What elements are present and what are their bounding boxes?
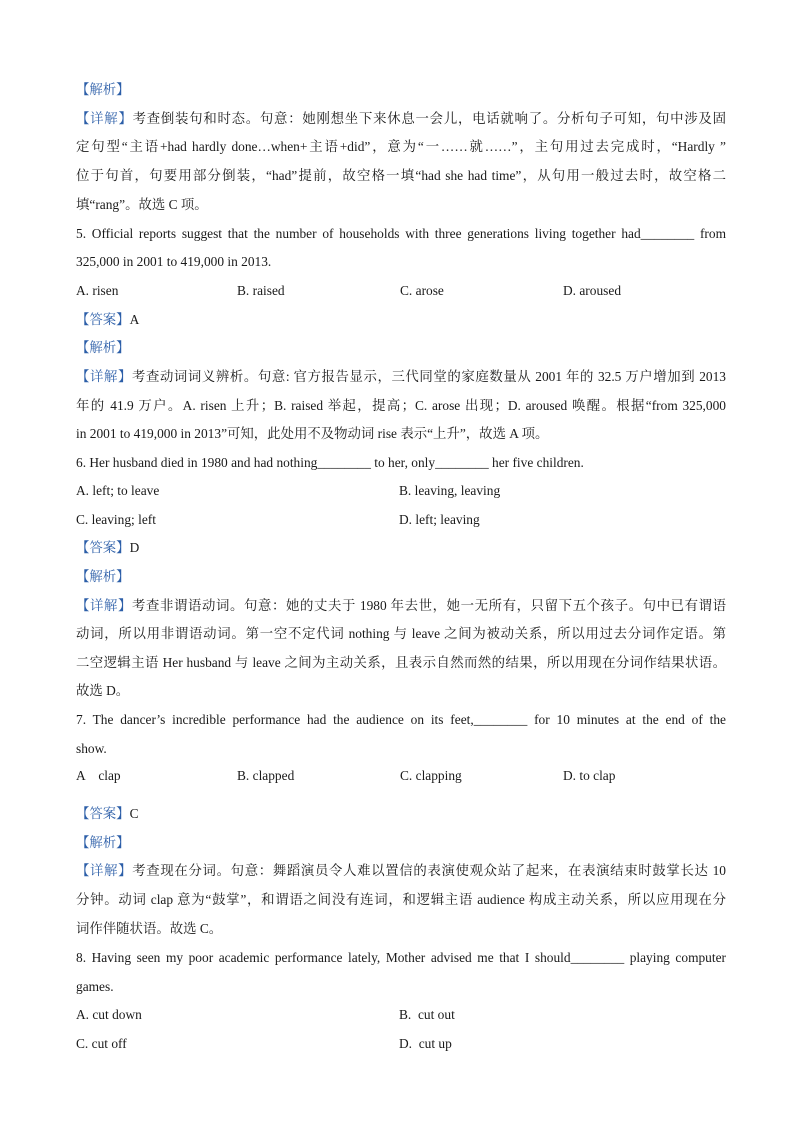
option-d: D. cut up <box>399 1036 452 1051</box>
detail-line: 词作伴随状语。故选 C。 <box>76 921 223 936</box>
option-b: B. raised <box>237 283 285 298</box>
detail-tag: 【详解】 <box>76 863 133 878</box>
detail-line: 分钟。动词 clap 意为“鼓掌”，和谓语之间没有连词，和逻辑主语 audience 构成主动关系，所以应用现在分 <box>76 892 726 907</box>
option-a: A. left; to leave <box>76 483 160 498</box>
option-d: D. aroused <box>563 283 622 298</box>
detail-line: in 2001 to 419,000 in 2013”可知，此处用不及物动词 rise 表示“上升”，故选 A 项。 <box>76 426 549 441</box>
option-c: C. clapping <box>400 768 462 783</box>
option-c: C. leaving; left <box>76 512 156 527</box>
detail-line: 故选 D。 <box>76 683 130 698</box>
option-d: D. left; leaving <box>399 512 480 527</box>
option-d: D. to clap <box>563 768 616 783</box>
option-b: B. leaving, leaving <box>399 483 501 498</box>
detail-line: 位于句首，句要用部分倒装，“had”提前，故空格一填“had she had time”，从句用一般过去时，故空格二 <box>76 168 726 183</box>
question-stem: show. <box>76 741 107 756</box>
answer-tag: 【答案】 <box>76 806 130 821</box>
detail-line: 填“rang”。故选 C 项。 <box>76 197 208 212</box>
answer-value: D <box>129 540 140 555</box>
answer-tag: 【答案】 <box>76 540 130 555</box>
question-stem: games. <box>76 979 114 994</box>
question-stem: 7. The dancer’s incredible performance had the audience on its feet,________ for 10 minutes at the end of the <box>76 712 726 727</box>
option-b: B. cut out <box>399 1007 455 1022</box>
question-stem: 325,000 in 2001 to 419,000 in 2013. <box>76 254 272 269</box>
detail-line: 【详解】考查倒装句和时态。句意：她刚想坐下来休息一会儿，电话就响了。分析句子可知，句中涉及固 <box>76 111 727 126</box>
detail-tag: 【详解】 <box>76 111 133 126</box>
answer-line <box>76 539 726 557</box>
detail-line: 年的 41.9 万户。A. risen 上升；B. raised 举起，提高；C. arose 出现；D. aroused 唤醒。根据“from 325,000 <box>76 398 726 413</box>
detail-tag: 【详解】 <box>76 369 132 384</box>
detail-line: 【详解】考查现在分词。句意：舞蹈演员令人难以置信的表演使观众站了起来，在表演结束时鼓掌长达 10 <box>76 863 726 878</box>
detail-tag: 【详解】 <box>76 598 132 613</box>
analysis-tag: 【解析】 <box>76 835 130 850</box>
analysis-tag: 【解析】 <box>76 340 130 355</box>
detail-line: 动词，所以用非谓语动词。第一空不定代词 nothing 与 leave 之间为被动关系，所以用过去分词作定语。第 <box>76 626 726 641</box>
question-stem: 5. Official reports suggest that the number of households with three generations living together had________ from <box>76 226 726 241</box>
answer-line <box>76 805 726 823</box>
detail-line: 定句型“主语+had hardly done…when+主语+did”，意为“一……就……”，主句用过去完成时，“Hardly ” <box>76 139 726 154</box>
question-stem: 6. Her husband died in 1980 and had nothing________ to her, only________ her five children. <box>76 455 584 470</box>
option-c: C. cut off <box>76 1036 127 1051</box>
option-a: A. risen <box>76 283 119 298</box>
answer-value: C <box>129 806 139 821</box>
detail-line: 【详解】考查非谓语动词。句意：她的丈夫于 1980 年去世，她一无所有，只留下五个孩子。句中已有谓语 <box>76 598 726 613</box>
option-c: C. arose <box>400 283 444 298</box>
analysis-tag: 【解析】 <box>76 82 130 97</box>
answer-tag: 【答案】 <box>76 312 130 327</box>
question-stem: 8. Having seen my poor academic performance lately, Mother advised me that I should________ playing computer <box>76 950 726 965</box>
option-a: A clap <box>76 768 121 783</box>
answer-value: A <box>129 312 140 327</box>
detail-line: 二空逻辑主语 Her husband 与 leave 之间为主动关系，且表示自然而然的结果，所以用现在分词作结果状语。 <box>76 655 726 670</box>
option-b: B. clapped <box>237 768 295 783</box>
detail-line: 【详解】考查动词词义辨析。句意: 官方报告显示，三代同堂的家庭数量从 2001 年的 32.5 万户增加到 2013 <box>76 369 726 384</box>
option-a: A. cut down <box>76 1007 142 1022</box>
analysis-tag: 【解析】 <box>76 569 130 584</box>
answer-line <box>76 311 726 329</box>
